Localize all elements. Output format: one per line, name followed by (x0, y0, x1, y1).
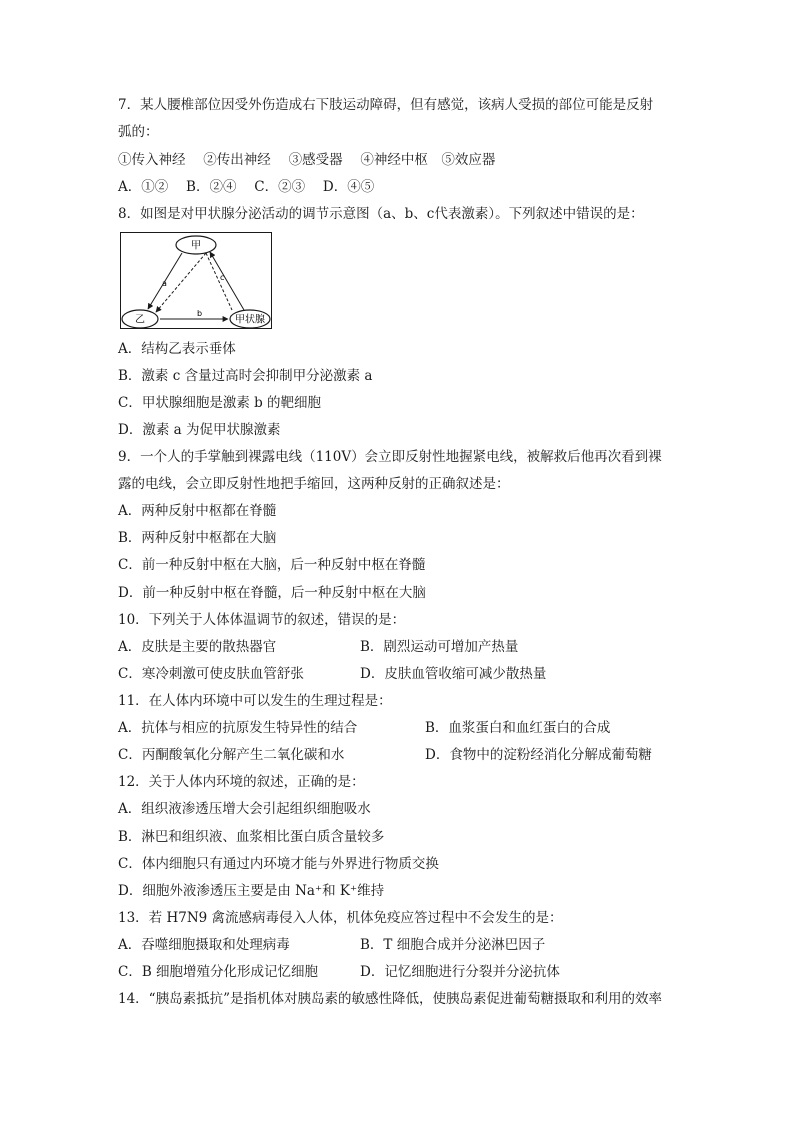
q7-options: A．①② B．②④ C．②③ D．④⑤ (118, 179, 375, 195)
q11-option-c: C．丙酮酸氧化分解产生二氧化碳和水 (118, 747, 345, 763)
q11-option-b: B．血浆蛋白和血红蛋白的合成 (425, 720, 611, 736)
q10-option-b: B．剧烈运动可增加产热量 (360, 639, 519, 655)
q12-option-b: B．淋巴和组织液、血浆相比蛋白质含量较多 (118, 829, 385, 845)
q9-option-a: A．两种反射中枢都在脊髓 (118, 503, 277, 519)
edge-b-label: b (197, 309, 203, 318)
q13-stem: 13．若 H7N9 禽流感病毒侵入人体，机体免疫应答过程中不会发生的是： (118, 910, 563, 926)
q7-stem-line2: 弧的： (118, 124, 159, 140)
node-jia-label: 甲 (191, 240, 201, 252)
q13-option-b: B．T 细胞合成并分泌淋巴因子 (360, 937, 546, 953)
node-yi-label: 乙 (135, 314, 145, 326)
q11-option-a: A．抗体与相应的抗原发生特异性的结合 (118, 720, 358, 736)
q9-stem-line1: 9．一个人的手掌触到裸露电线（110V）会立即反射性地握紧电线，被解救后他再次看到裸 (118, 449, 662, 465)
edge-c-label: c (220, 273, 225, 282)
q14-stem-line1: 14．“胰岛素抵抗”是指机体对胰岛素的敏感性降低，使胰岛素促进葡萄糖摄取和利用的效率 (118, 991, 662, 1007)
q9-option-b: B．两种反射中枢都在大脑 (118, 530, 277, 546)
q8-option-c: C．甲状腺细胞是激素 b 的靶细胞 (118, 395, 322, 411)
q12-option-d: D．细胞外液渗透压主要是由 Na⁺和 K⁺维持 (118, 883, 385, 899)
q9-stem-line2: 露的电线，会立即反射性地把手缩回，这两种反射的正确叙述是： (118, 476, 510, 492)
q12-option-c: C．体内细胞只有通过内环境才能与外界进行物质交换 (118, 856, 439, 872)
q8-option-d: D．激素 a 为促甲状腺激素 (118, 422, 281, 438)
edge-a-label: a (162, 279, 167, 288)
thyroid-regulation-diagram (120, 232, 272, 329)
q7-items: ①传入神经 ②传出神经 ③感受器 ④神经中枢 ⑤效应器 (118, 152, 496, 168)
q9-option-d: D．前一种反射中枢在脊髓，后一种反射中枢在大脑 (118, 585, 426, 601)
q13-option-d: D．记忆细胞进行分裂并分泌抗体 (360, 964, 560, 980)
q8-stem: 8．如图是对甲状腺分泌活动的调节示意图（a、b、c代表激素）。下列叙述中错误的是： (118, 206, 644, 222)
q11-stem: 11．在人体内环境中可以发生的生理过程是： (118, 693, 392, 709)
q7-stem-line1: 7．某人腰椎部位因受外伤造成右下肢运动障碍，但有感觉，该病人受损的部位可能是反射 (118, 97, 654, 113)
q10-option-d: D．皮肤血管收缩可减少散热量 (360, 666, 547, 682)
q13-option-c: C．B 细胞增殖分化形成记忆细胞 (118, 964, 319, 980)
q12-stem: 12．关于人体内环境的叙述，正确的是： (118, 774, 365, 790)
q10-stem: 10．下列关于人体体温调节的叙述，错误的是： (118, 612, 406, 628)
q8-option-a: A．结构乙表示垂体 (118, 341, 236, 357)
node-thyroid-label: 甲状腺 (235, 314, 265, 326)
q12-option-a: A．组织液渗透压增大会引起组织细胞吸水 (118, 801, 371, 817)
q11-option-d: D．食物中的淀粉经消化分解成葡萄糖 (425, 747, 652, 763)
q8-option-b: B．激素 c 含量过高时会抑制甲分泌激素 a (118, 368, 373, 384)
q10-option-a: A．皮肤是主要的散热器官 (118, 639, 277, 655)
q9-option-c: C．前一种反射中枢在大脑，后一种反射中枢在脊髓 (118, 557, 426, 573)
q10-option-c: C．寒冷刺激可使皮肤血管舒张 (118, 666, 304, 682)
q13-option-a: A．吞噬细胞摄取和处理病毒 (118, 937, 290, 953)
